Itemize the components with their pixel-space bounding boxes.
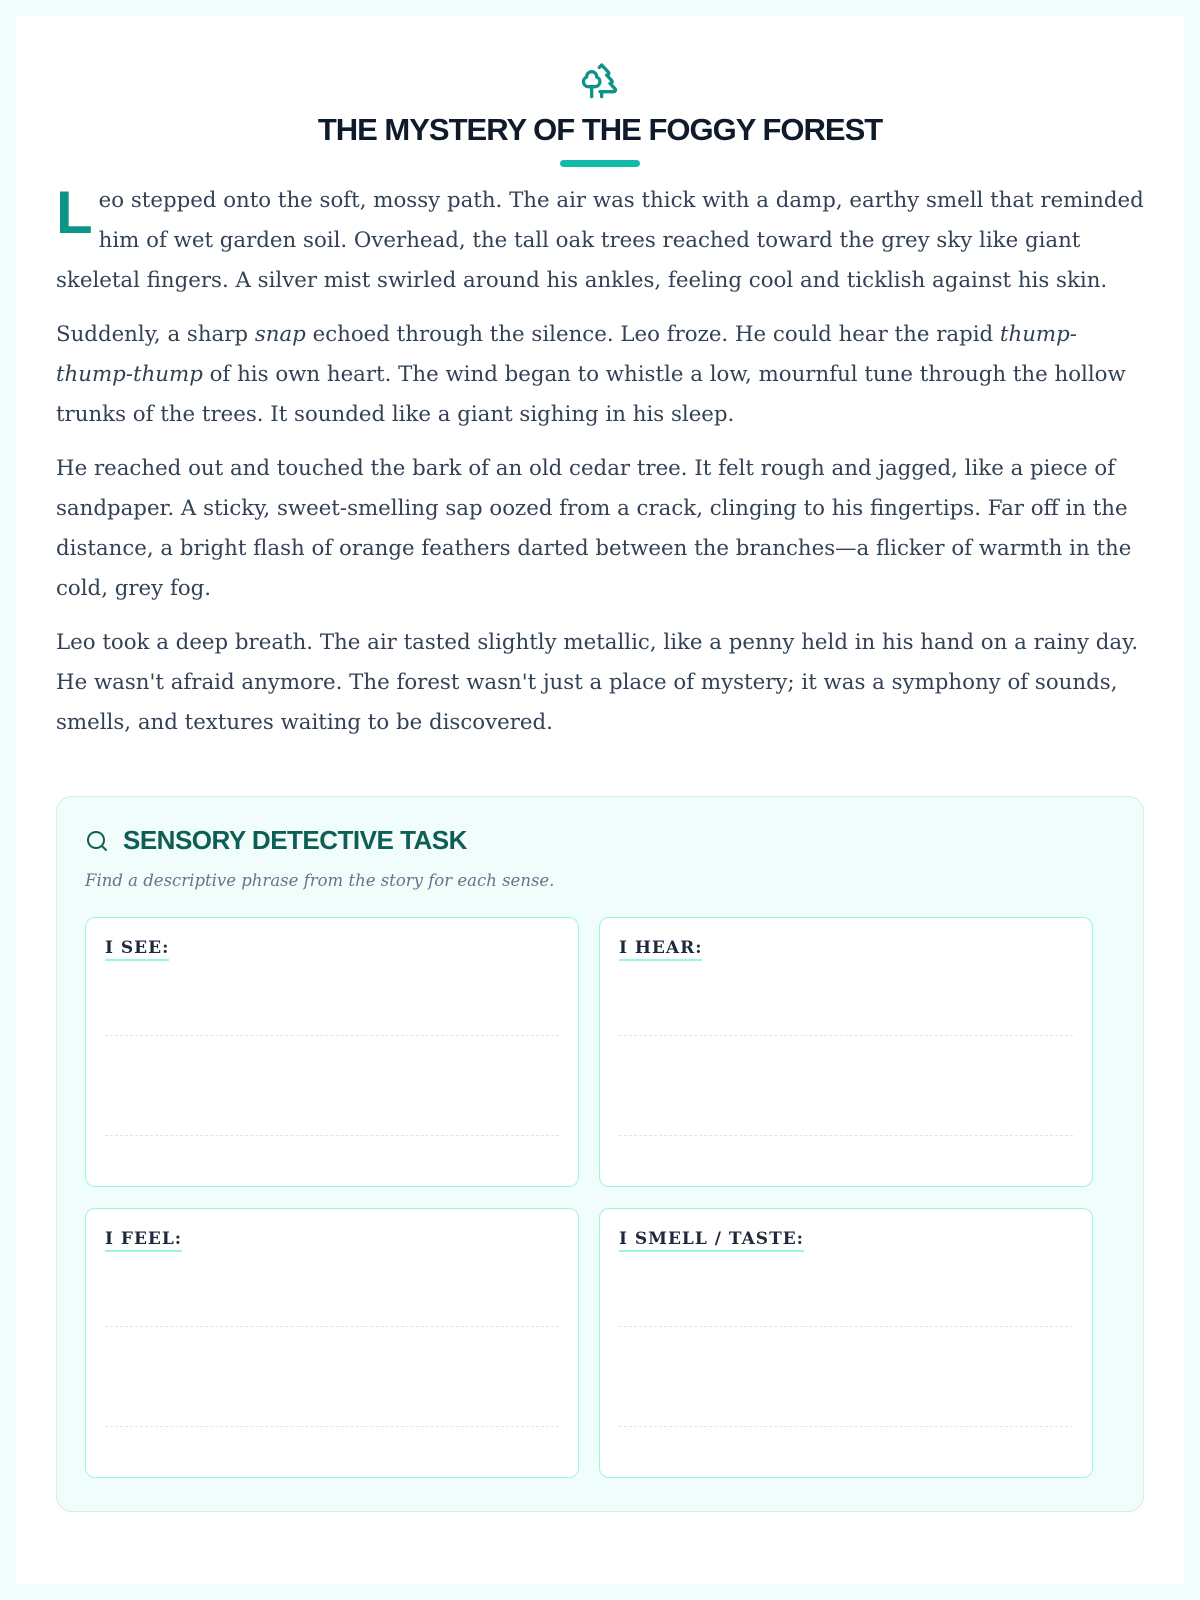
sensory-task-panel: [56, 796, 1144, 1512]
sense-label-see: I SEE:: [105, 938, 169, 961]
story-paragraph-1-text: eo stepped onto the soft, mossy path. The air was thick with a damp, earthy smell that reminded him of wet garden soil. Overhead, the tall oak trees reached toward the grey sky like giant skeletal fingers. A silver mist swirled around his ankles, feeling cool and ticklish against his skin.: [56, 188, 1144, 294]
sense-box-hear[interactable]: [599, 917, 1093, 1187]
page-title: THE MYSTERY OF THE FOGGY FOREST: [317, 112, 883, 147]
search-icon: [85, 829, 109, 853]
answer-line[interactable]: [105, 1035, 559, 1036]
answer-line[interactable]: [105, 1326, 559, 1327]
story-emphasis-heartbeat: thump-thump-thump: [56, 322, 1077, 388]
trees-icon: [580, 60, 620, 100]
sense-box-feel[interactable]: [85, 1208, 579, 1478]
sense-label-hear: I HEAR:: [619, 938, 702, 961]
answer-line[interactable]: [105, 1135, 559, 1136]
story-paragraph-3: He reached out and touched the bark of an old cedar tree. It felt rough and jagged, like a piece of sandpaper. A sticky, sweet-smelling sap oozed from a crack, clinging to his fingertips. Far off in the distance, a bright flash of orange feathers darted between the branches—a flicker of warmth in the cold, grey fog.: [56, 456, 1132, 602]
sense-box-see[interactable]: [85, 917, 579, 1187]
story-paragraph-1: [56, 181, 1144, 301]
answer-line[interactable]: [619, 1326, 1073, 1327]
task-header: [85, 825, 467, 856]
answer-line[interactable]: [105, 1426, 559, 1427]
answer-line[interactable]: [619, 1426, 1073, 1427]
story-text: [56, 181, 1144, 743]
story-paragraph-2-part-c: of his own heart. The wind began to whistle a low, mournful tune through the hollow trunks of the trees. It sounded like a giant sighing in his sleep.: [56, 362, 1126, 428]
task-title: SENSORY DETECTIVE TASK: [123, 825, 467, 855]
answer-line[interactable]: [619, 1135, 1073, 1136]
story-paragraph-4: Leo took a deep breath. The air tasted slightly metallic, like a penny held in his hand on a rainy day. He wasn't afraid anymore. The forest wasn't just a place of mystery; it was a symphony of sounds, smells, and textures waiting to be discovered.: [56, 630, 1139, 736]
story-paragraph-2: [56, 315, 1144, 435]
title-underline: [560, 160, 640, 167]
sense-label-feel: I FEEL:: [105, 1229, 182, 1252]
story-paragraph-2-part-a: Suddenly, a sharp: [56, 322, 255, 348]
drop-cap: L: [56, 179, 93, 247]
story-emphasis-snap: snap: [254, 322, 306, 348]
answer-line[interactable]: [619, 1035, 1073, 1036]
sense-box-smell-taste[interactable]: [599, 1208, 1093, 1478]
story-paragraph-2-part-b: echoed through the silence. Leo froze. He could hear the rapid: [305, 322, 1000, 348]
task-instruction: Find a descriptive phrase from the story for each sense.: [85, 871, 555, 890]
sense-label-smell-taste: I SMELL / TASTE:: [619, 1229, 804, 1252]
worksheet-header: [56, 16, 1144, 167]
